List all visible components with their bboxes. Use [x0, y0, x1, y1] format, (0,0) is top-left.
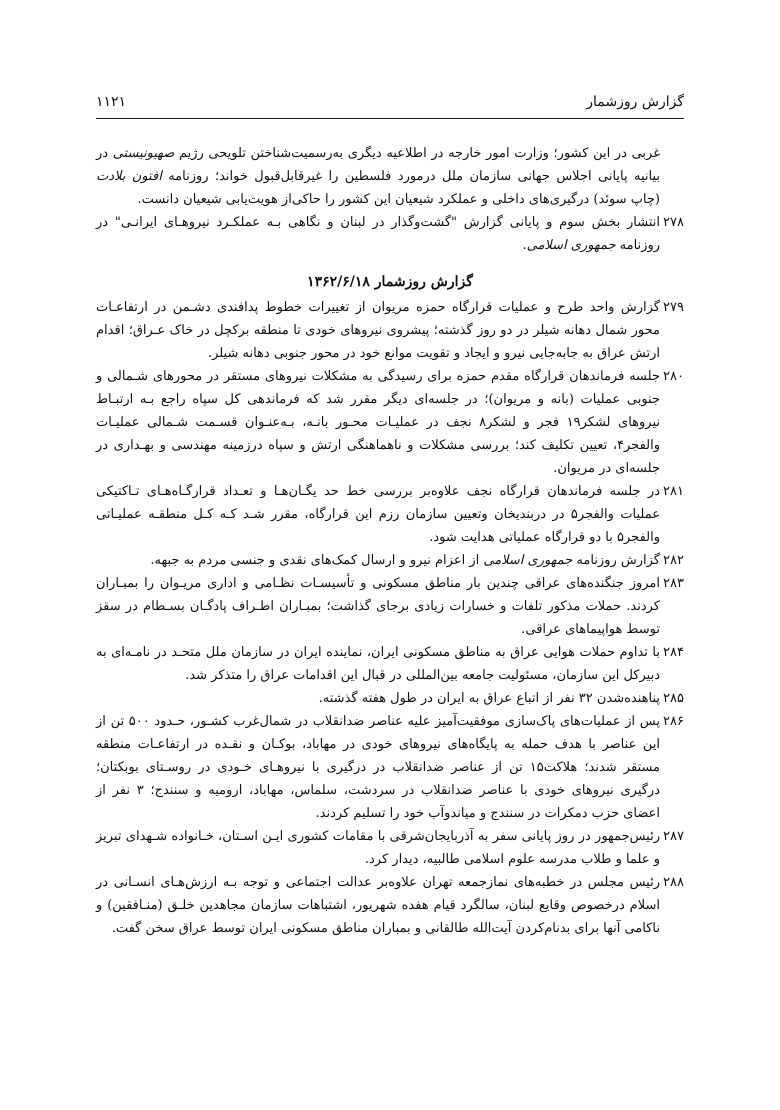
day-heading: گزارش روزشمار ۱۳۶۲/۶/۱۸: [307, 274, 473, 290]
entry-number: ۲۷۸: [663, 215, 684, 230]
entry-text: در جلسه فرماندهان قرارگاه نجف علاوه‌بر بررسی خط حد یگـان‌هـا و تعـداد قرارگـاه‌هـای تـاکتیکی عملیات والفجر۵ در دربندیخان وتعیین سازمان رزم این قرارگاه، مقرر شـد کـه کـل منطقـه عملیـاتی والفجر۵ با دو قرارگاه عملیاتی هدایت شود.: [96, 484, 660, 545]
entry-text: جلسه فرماندهان قرارگاه مقدم حمزه برای رسیدگی به مشکلات نیروهای مستقر در محورهای شـمالی و جنوبی عملیات (بانه و مریوان)؛ در جلسه‌ای دیگر مقرر شد که فرماندهی کل سپاه راجع بـه ارتبـاط نیروهای لشکر۱۹ فجر و لشکر۸ نجف در عملیـات محـور بانـه، بـه‌عنـوان قسـمت شـمالی عملیـات والفجر۴، تعیین تکلیف کند؛ بررسی مشکلات و ناهماهنگی ارتش و سپاه درزمینه مهندسی و بهـداری در جلسه‌ای در مریوان.: [96, 369, 660, 476]
entry-text: پناهنده‌شدن ۳۲ نفر از اتباع عراق به ایران در طول هفته گذشته.: [318, 691, 660, 706]
entry-283: [96, 572, 684, 641]
entry-number: ۲۸۴: [663, 645, 684, 660]
entry-text: رئیس‌جمهور در روز پایانی سفر به آذربایجان‌شرقی با مقامات کشوری ایـن اسـتان، خـانواده شـهدای تبریز و علما و طلاب مدرسه علوم اسلامی طالبیه، دیدار کرد.: [96, 829, 660, 867]
page-number: ۱۱۲۱: [96, 94, 127, 110]
entry-number: ۲۸۱: [663, 484, 684, 499]
entry-288: [96, 871, 684, 940]
entry-number: ۲۸۲: [663, 553, 684, 568]
entry-number: ۲۷۹: [663, 300, 684, 315]
entry-282: ۲۸۲ گزارش روزنامه جمهوری اسلامی از اعزام نیرو و ارسال کمک‌های نقدی و جنسی مردم به جبهه.: [96, 549, 684, 572]
entry-number: ۲۸۸: [663, 875, 684, 890]
entry-number: ۲۸۶: [663, 714, 684, 729]
newspaper-name: جمهوری اسلامی: [483, 553, 573, 568]
newspaper-name: جمهوری اسلامی: [526, 238, 616, 253]
entry-number: ۲۸۳: [663, 576, 684, 591]
entry-280: [96, 365, 684, 480]
continuation-paragraph: غربی در این کشور؛ وزارت امور خارجه در اطلاعیه دیگری به‌رسمیت‌شناختن تلویحی رژیم صهیونیستی در بیانیه پایانی اجلاس جهانی سازمان ملل درمورد فلسطین را غیرقابل‌قبول خواند؛ روزنامه افتون بلادت (چاپ سوئد) درگیری‌های داخلی و عملکرد شیعیان این کشور را حاکی‌از هویت‌یابی شیعیان دانست.: [96, 146, 661, 207]
entry-278: ۲۷۸ انتشار بخش سوم و پایانی گزارش "گشت‌وگذار در لبنان و نگاهی بـه عملکـرد نیروهـای ایرانـی" در روزنامه جمهوری اسلامی.: [96, 211, 684, 257]
entry-number: ۲۸۵: [663, 691, 684, 706]
entry-text: رئیس مجلس در خطبه‌های نمازجمعه تهران علاوه‌بر عدالت اجتماعی و توجه بـه ارزش‌هـای انسـانی در اسلام درخصوص وقایع لبنان، سالگرد قیام هفده شهریور، اشتباهات سازمان مجاهدین خلـق (منـافقین) و ناکامی آنها برای بدنام‌کردن آیت‌الله طالقانی و بمباران مناطق مسکونی ایران توسط عراق سخن گفت.: [96, 875, 660, 936]
running-title: گزارش روزشمار: [586, 94, 684, 110]
entry-number: ۲۸۰: [663, 369, 684, 384]
entry-number: ۲۸۷: [663, 829, 684, 844]
entry-285: [96, 687, 684, 710]
entry-text: امروز جنگنده‌های عراقی چندین بار مناطق مسکونی و تأسیسـات نظـامی و اداری مریـوان را بمبـاران کردند. حملات مذکور تلفات و خسارات زیادی برجای گذاشت؛ بمبـاران اطـراف پادگـان بسـطام در سقز توسط هواپیماهای عراقی.: [96, 576, 660, 637]
entry-287: [96, 825, 684, 871]
entry-279: [96, 296, 684, 365]
entry-text: گزارش واحد طرح و عملیات قرارگاه حمزه مریوان از تغییرات خطوط پدافندی دشـمن در ارتفاعـات محور شمال دهانه شیلر در دو روز گذشته؛ پیشروی نیروهای خودی تا منطقه برکچل در خاک عـراق؛ اقدام ارتش عراق به جابه‌جایی نیرو و ایجاد و تقویت موانع خود در محور جنوبی دهانه شیلر.: [96, 300, 660, 361]
entry-text: پس از عملیات‌های پاک‌سازی موفقیت‌آمیز علیه عناصر ضدانقلاب در شمال‌غرب کشـور، حـدود ۵۰۰ تن از این عناصر با هدف حمله به پایگاه‌های نیروهای خودی در مهاباد، بوکـان و نقـده در ارتفاعـات منطقه مستقر شدند؛ هلاکت۱۵ تن از عناصر ضدانقلاب در درگیری با نیروهـای خـودی در روسـتای بوبکتان؛ درگیری نیروهای خودی با عناصر ضدانقلاب در سردشت، سلماس، مهاباد، ارومیه و سنندج؛ ۳ نفر از اعضای حزب دمکرات در سنندج و میاندوآب خود را تسلیم کردند.: [96, 714, 661, 821]
italic-term: صهیونیستی: [112, 146, 175, 161]
entry-286: [96, 710, 684, 825]
entry-284: [96, 641, 684, 687]
entry-text: با تداوم حملات هوایی عراق به مناطق مسکونی ایران، نماینده ایران در سازمان ملل متحـد در نامـه‌ای به دبیرکل این سازمان، مسئولیت جامعه بین‌المللی در قبال این اقدامات عراق را متذکر شد.: [96, 645, 660, 683]
page-body: [96, 142, 684, 940]
running-header: [96, 92, 684, 119]
newspaper-name: افتون بلادت: [96, 169, 162, 184]
entry-281: [96, 480, 684, 549]
